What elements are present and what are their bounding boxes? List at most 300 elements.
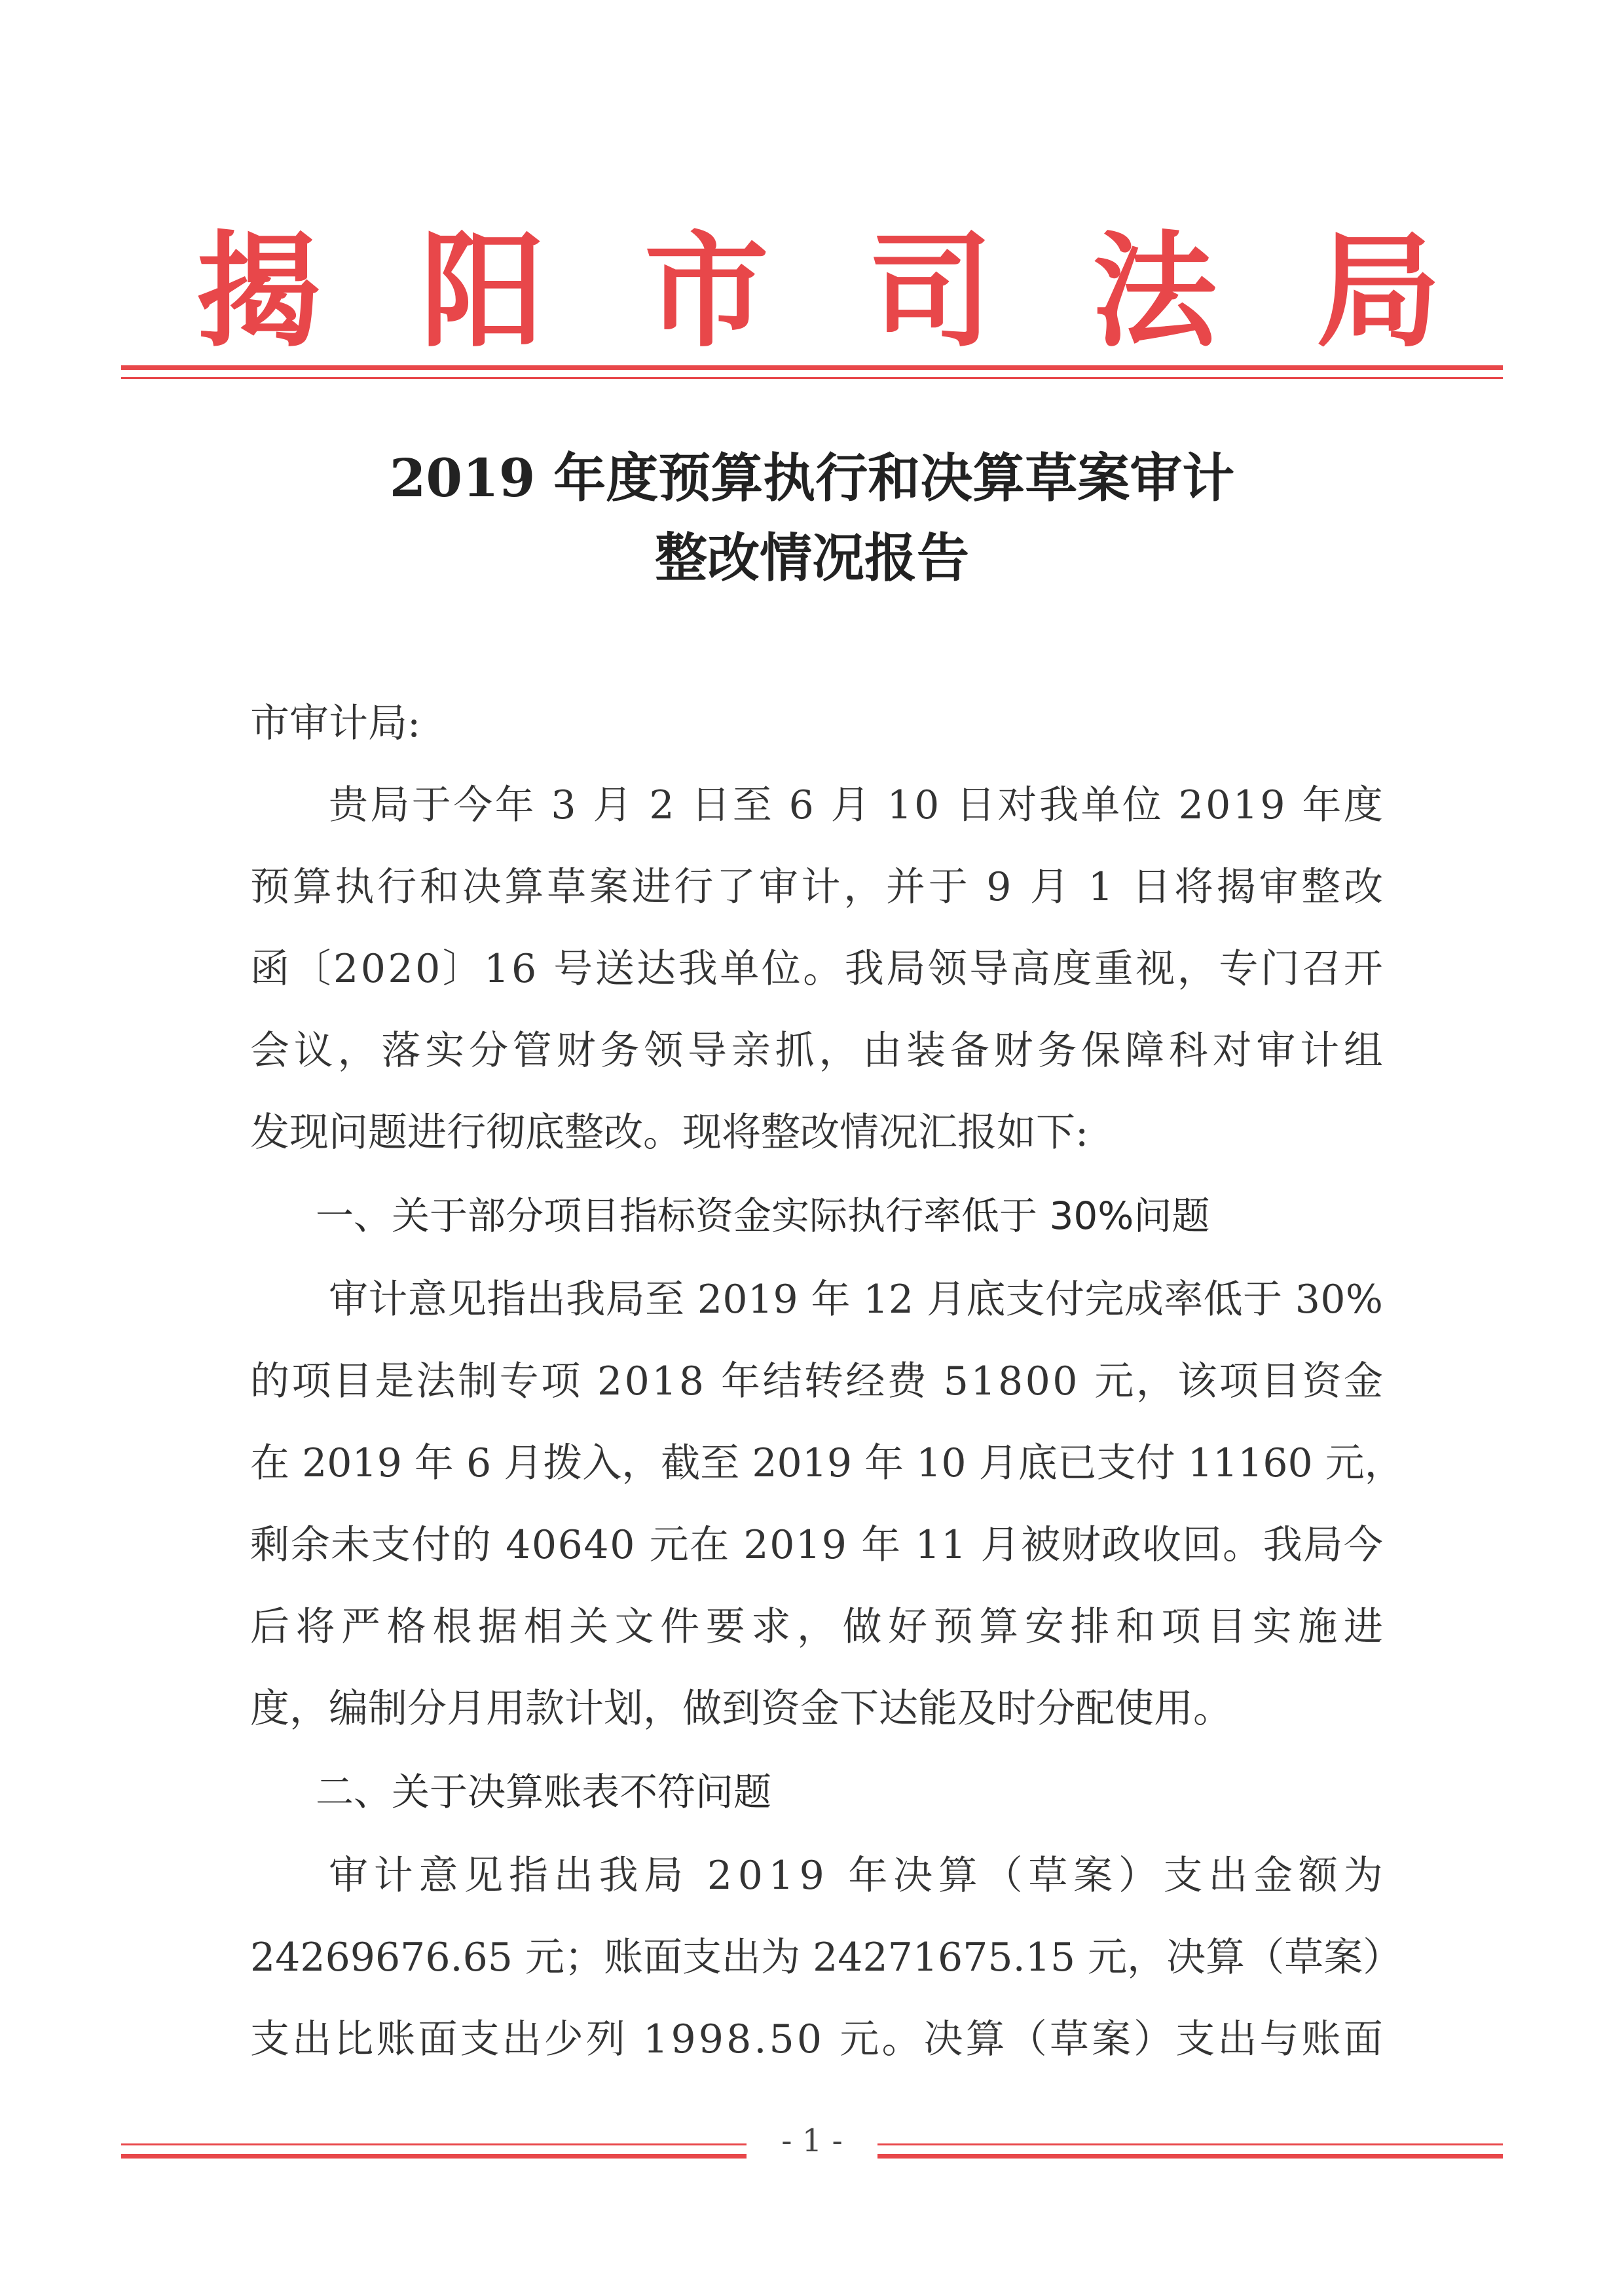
glyph: 案 xyxy=(1323,1935,1363,1980)
glyph: 预 xyxy=(250,864,289,910)
glyph: 草 xyxy=(1284,1935,1324,1980)
glyph: ） xyxy=(1363,1935,1403,1980)
glyph: 在 xyxy=(250,1440,289,1486)
glyph xyxy=(942,786,954,825)
glyph: 9 xyxy=(1260,782,1285,828)
glyph: 决 xyxy=(1166,1935,1206,1980)
glyph: 草 xyxy=(547,864,587,910)
glyph: ） xyxy=(1134,2016,1173,2062)
glyph: 被 xyxy=(1021,1522,1061,1568)
glyph xyxy=(970,867,983,907)
glyph: 计 xyxy=(1300,1028,1340,1074)
glyph: 意 xyxy=(407,1277,447,1322)
glyph: 项 xyxy=(1219,1358,1259,1404)
glyph: ， xyxy=(621,1440,661,1486)
glyph: 余 xyxy=(290,1522,330,1568)
glyph: 指 xyxy=(509,1853,548,1899)
glyph: 〕 xyxy=(442,946,482,992)
glyph: 行 xyxy=(377,864,417,910)
glyph: 和 xyxy=(1115,1604,1155,1650)
glyph: 预 xyxy=(933,1604,973,1650)
body-line xyxy=(329,782,1383,828)
glyph: 案 xyxy=(589,864,629,910)
glyph: 面 xyxy=(643,1935,683,1980)
glyph: 科 xyxy=(1168,1028,1208,1074)
glyph: 8 xyxy=(678,1358,705,1404)
body-line xyxy=(250,1028,1383,1074)
glyph: 组 xyxy=(1343,1028,1383,1074)
glyph: 年 xyxy=(864,1440,904,1486)
glyph: 算 xyxy=(504,864,544,910)
salutation: 市审计局: xyxy=(250,701,421,746)
glyph: 9 xyxy=(821,1522,847,1568)
glyph: 支 xyxy=(250,2016,289,2062)
glyph: 0 xyxy=(1025,1358,1050,1404)
glyph: 决 xyxy=(462,864,502,910)
glyph: 月 xyxy=(980,1522,1020,1568)
glyph: 相 xyxy=(523,1604,563,1650)
glyph: 法 xyxy=(416,1358,456,1404)
glyph: 务 xyxy=(600,1028,640,1074)
glyph: 由 xyxy=(862,1028,902,1074)
glyph: 今 xyxy=(1343,1522,1383,1568)
glyph: 账 xyxy=(376,2016,416,2062)
glyph xyxy=(636,1525,648,1565)
glyph: 议 xyxy=(293,1028,333,1074)
glyph: 未 xyxy=(331,1522,371,1568)
glyph: 账 xyxy=(1301,2016,1341,2062)
glyph: 算 xyxy=(1206,1935,1246,1980)
glyph: 元 xyxy=(1094,1358,1134,1404)
glyph: 审 xyxy=(1259,864,1299,910)
glyph xyxy=(539,949,551,989)
glyph: 项 xyxy=(1161,1604,1201,1650)
glyph: 2 xyxy=(697,1277,723,1322)
glyph: 目 xyxy=(333,1358,373,1404)
glyph: 9 xyxy=(986,864,1012,910)
glyph: 支 xyxy=(1096,1440,1136,1486)
glyph: 0 xyxy=(624,1358,650,1404)
glyph: 拨 xyxy=(543,1440,583,1486)
glyph xyxy=(851,1280,863,1319)
glyph: 2 xyxy=(1178,782,1204,828)
glyph: 意 xyxy=(418,1853,458,1899)
glyph: 2 xyxy=(743,1522,769,1568)
glyph: 6 xyxy=(425,1935,451,1980)
glyph: 8 xyxy=(726,2016,752,2062)
glyph: 截 xyxy=(661,1440,701,1486)
glyph: 0 xyxy=(769,1522,795,1568)
glyph: 已 xyxy=(1057,1440,1097,1486)
glyph: 0 xyxy=(1320,1277,1346,1322)
glyph: 开 xyxy=(1343,946,1383,992)
glyph: . xyxy=(450,1935,463,1980)
glyph: 低 xyxy=(1203,1277,1243,1322)
glyph: 专 xyxy=(499,1358,539,1404)
glyph: 资 xyxy=(1302,1358,1342,1404)
glyph: 5 xyxy=(769,2016,794,2062)
glyph xyxy=(1080,1362,1092,1401)
glyph: ； xyxy=(564,1935,604,1980)
glyph: 9 xyxy=(773,1277,798,1322)
glyph: 支 xyxy=(1175,2016,1215,2062)
glyph: 据 xyxy=(477,1604,517,1650)
glyph: 2 xyxy=(333,946,359,992)
glyph: 将 xyxy=(295,1604,335,1650)
glyph: 对 xyxy=(997,782,1037,828)
glyph: 金 xyxy=(1344,1358,1383,1404)
glyph: 4 xyxy=(583,1522,609,1568)
glyph xyxy=(1014,867,1027,907)
glyph: 案 xyxy=(1091,2016,1131,2062)
glyph: 号 xyxy=(553,946,593,992)
glyph: 3 xyxy=(551,782,576,828)
glyph: （ xyxy=(983,1853,1023,1899)
glyph: 领 xyxy=(644,1028,684,1074)
document-title-line-2: 整改情况报告 xyxy=(655,527,969,589)
glyph: 年 xyxy=(414,1440,454,1486)
glyph: . xyxy=(1012,1935,1025,1980)
glyph: 该 xyxy=(1177,1358,1217,1404)
glyph: 1 xyxy=(802,1440,827,1486)
glyph: 5 xyxy=(1050,1935,1076,1980)
glyph: 底 xyxy=(1018,1440,1058,1486)
glyph: 局 xyxy=(1303,1522,1343,1568)
letterhead-char: 法 xyxy=(1092,218,1217,364)
glyph: 财 xyxy=(1061,1522,1101,1568)
glyph: 审 xyxy=(758,864,798,910)
body-line xyxy=(250,864,1383,910)
glyph: 1 xyxy=(795,1522,821,1568)
glyph: 至 xyxy=(732,782,772,828)
glyph: 费 xyxy=(887,1358,927,1404)
glyph: 导 xyxy=(969,946,1009,992)
glyph: 抓 xyxy=(775,1028,815,1074)
glyph xyxy=(578,786,591,825)
glyph: 1 xyxy=(1232,782,1258,828)
glyph: 元 xyxy=(649,1522,689,1568)
glyph: 2 xyxy=(388,946,413,992)
glyph: 。 xyxy=(803,946,843,992)
glyph: 整 xyxy=(1301,864,1341,910)
glyph: 见 xyxy=(464,1853,504,1899)
glyph: 算 xyxy=(292,864,332,910)
glyph: 年 xyxy=(861,1522,901,1568)
glyph xyxy=(816,786,828,825)
glyph: 专 xyxy=(1219,946,1259,992)
glyph xyxy=(739,1444,752,1483)
glyph: 3 xyxy=(1295,1277,1320,1322)
glyph: 排 xyxy=(1070,1604,1110,1650)
glyph: 6 xyxy=(325,1935,350,1980)
glyph xyxy=(402,1444,415,1483)
glyph: 财 xyxy=(993,1028,1033,1074)
glyph: 日 xyxy=(956,782,996,828)
glyph: 出 xyxy=(526,1277,566,1322)
glyph: 元 xyxy=(1088,1935,1128,1980)
glyph: 月 xyxy=(1030,864,1070,910)
glyph: （ xyxy=(1007,2016,1047,2062)
glyph: 金 xyxy=(1253,1853,1293,1899)
glyph: 7 xyxy=(400,1935,426,1980)
glyph xyxy=(800,1938,813,1977)
glyph: 度 xyxy=(1343,782,1383,828)
glyph: 0 xyxy=(360,946,386,992)
glyph: 的 xyxy=(250,1358,289,1404)
glyph: 项 xyxy=(291,1358,331,1404)
glyph: 月 xyxy=(926,1277,966,1322)
header-rule-thick xyxy=(121,365,1503,370)
glyph xyxy=(454,1444,466,1483)
letterhead-char: 司 xyxy=(868,218,993,364)
section-1-line: 度，编制分月用款计划，做到资金下达能及时分配使用。 xyxy=(250,1686,1232,1732)
glyph: 财 xyxy=(556,1028,596,1074)
glyph: 成 xyxy=(1124,1277,1164,1322)
glyph: 装 xyxy=(906,1028,946,1074)
glyph: 4 xyxy=(506,1522,531,1568)
glyph: 目 xyxy=(1261,1358,1301,1404)
glyph: 0 xyxy=(327,1440,352,1486)
glyph: 计 xyxy=(801,864,841,910)
glyph: 支 xyxy=(460,2016,500,2062)
document-title-line-1: 2019 年度预算执行和决算草案审计 xyxy=(389,447,1235,509)
glyph: 后 xyxy=(250,1604,289,1650)
glyph: ， xyxy=(819,1028,858,1074)
glyph: 0 xyxy=(737,1853,763,1899)
glyph: 今 xyxy=(453,782,493,828)
glyph: 元 xyxy=(840,2016,879,2062)
glyph: 出 xyxy=(722,1935,762,1980)
glyph: 我 xyxy=(1263,1522,1302,1568)
section-2-line xyxy=(250,1935,1403,1980)
glyph: 5 xyxy=(987,1935,1013,1980)
glyph: 出 xyxy=(1217,2016,1257,2062)
glyph: 和 xyxy=(419,864,459,910)
glyph: 制 xyxy=(458,1358,498,1404)
letterhead-char: 阳 xyxy=(420,218,545,364)
glyph: 列 xyxy=(585,2016,625,2062)
glyph: 保 xyxy=(1081,1028,1121,1074)
glyph xyxy=(774,786,786,825)
glyph: 6 xyxy=(788,782,814,828)
glyph: 1 xyxy=(1025,1935,1050,1980)
glyph: 率 xyxy=(1164,1277,1204,1322)
glyph: 管 xyxy=(512,1028,552,1074)
glyph: 求 xyxy=(751,1604,791,1650)
glyph: 见 xyxy=(447,1277,487,1322)
glyph: 我 xyxy=(599,1853,638,1899)
glyph xyxy=(913,1280,926,1319)
glyph: ， xyxy=(1177,946,1217,992)
glyph: 0 xyxy=(914,782,940,828)
glyph: 1 xyxy=(941,1522,967,1568)
glyph: 0 xyxy=(777,1440,802,1486)
glyph xyxy=(635,786,647,825)
glyph: 导 xyxy=(687,1028,727,1074)
glyph: 月 xyxy=(978,1440,1018,1486)
glyph: 度 xyxy=(1052,946,1092,992)
glyph: 6 xyxy=(557,1522,583,1568)
glyph: 1 xyxy=(768,1853,794,1899)
glyph: 年 xyxy=(1302,782,1342,828)
glyph: 出 xyxy=(292,2016,332,2062)
glyph xyxy=(676,786,689,825)
glyph: 决 xyxy=(923,2016,963,2062)
glyph: 重 xyxy=(1094,946,1134,992)
glyph: 2 xyxy=(250,1935,276,1980)
glyph: 项 xyxy=(541,1358,581,1404)
glyph: 1 xyxy=(863,1277,889,1322)
glyph: 2 xyxy=(649,782,674,828)
glyph: 年 xyxy=(811,1277,851,1322)
letterhead xyxy=(196,218,1441,364)
glyph: ， xyxy=(337,1028,377,1074)
glyph: % xyxy=(1345,1277,1383,1322)
glyph: 付 xyxy=(1045,1277,1085,1322)
glyph: 算 xyxy=(965,2016,1005,2062)
glyph: 我 xyxy=(1039,782,1079,828)
glyph: 备 xyxy=(950,1028,989,1074)
glyph: 4 xyxy=(838,1935,863,1980)
glyph: 。 xyxy=(881,2016,921,2062)
glyph: 件 xyxy=(660,1604,700,1650)
glyph: 8 xyxy=(997,1358,1024,1404)
glyph: 的 xyxy=(451,1522,491,1568)
glyph: 局 xyxy=(370,782,410,828)
glyph: 行 xyxy=(674,864,714,910)
glyph: 收 xyxy=(1141,1522,1181,1568)
glyph: 函 xyxy=(250,946,289,992)
glyph: 6 xyxy=(1263,1440,1288,1486)
glyph: 计 xyxy=(368,1277,408,1322)
glyph: 送 xyxy=(595,946,635,992)
glyph: 审 xyxy=(1256,1028,1296,1074)
glyph: 于 xyxy=(411,782,451,828)
glyph: 1 xyxy=(484,946,509,992)
glyph: 2 xyxy=(707,1853,733,1899)
glyph: 2 xyxy=(888,1277,914,1322)
glyph: 1 xyxy=(1212,1440,1238,1486)
glyph: 额 xyxy=(1298,1853,1338,1899)
glyph: ， xyxy=(843,864,883,910)
letterhead-char: 市 xyxy=(644,218,769,364)
section-1-line xyxy=(250,1440,1404,1486)
glyph: 分 xyxy=(468,1028,508,1074)
glyph: 9 xyxy=(671,2016,696,2062)
glyph: 贵 xyxy=(329,782,368,828)
glyph: 账 xyxy=(604,1935,644,1980)
glyph: 达 xyxy=(637,946,676,992)
glyph: 进 xyxy=(1343,1604,1383,1650)
glyph: 审 xyxy=(329,1853,368,1899)
glyph: 召 xyxy=(1302,946,1342,992)
glyph xyxy=(1287,786,1300,825)
glyph xyxy=(1164,786,1176,825)
glyph: 1 xyxy=(747,1277,773,1322)
glyph xyxy=(707,1362,719,1401)
glyph: 1 xyxy=(1187,1440,1213,1486)
glyph: 并 xyxy=(886,864,926,910)
glyph: 文 xyxy=(614,1604,654,1650)
glyph: 2 xyxy=(752,1440,777,1486)
glyph: 月 xyxy=(593,782,633,828)
glyph: 支 xyxy=(682,1935,722,1980)
glyph xyxy=(1313,1444,1325,1483)
glyph: 6 xyxy=(938,1935,963,1980)
glyph: 我 xyxy=(678,946,718,992)
glyph: 0 xyxy=(531,1522,557,1568)
glyph: 是 xyxy=(375,1358,415,1404)
body-line: 发现问题进行彻底整改。现将整改情况汇报如下: xyxy=(250,1110,1089,1156)
glyph: 严 xyxy=(341,1604,381,1650)
glyph: 月 xyxy=(830,782,870,828)
glyph: 7 xyxy=(963,1935,988,1980)
glyph: 6 xyxy=(511,946,537,992)
glyph: （ xyxy=(1245,1935,1285,1980)
glyph: 实 xyxy=(1252,1604,1292,1650)
section-2-line xyxy=(250,2016,1383,2062)
glyph xyxy=(967,1444,979,1483)
glyph: 月 xyxy=(504,1440,544,1486)
section-1-line xyxy=(250,1522,1383,1568)
glyph: 落 xyxy=(381,1028,421,1074)
glyph: 2 xyxy=(862,1935,888,1980)
glyph: 1 xyxy=(1088,864,1113,910)
glyph: 我 xyxy=(844,946,884,992)
glyph: 位 xyxy=(761,946,801,992)
glyph: 2 xyxy=(300,1935,325,1980)
letterhead-char: 揭 xyxy=(196,218,322,364)
glyph: ， xyxy=(1364,1440,1404,1486)
glyph: 位 xyxy=(1122,782,1162,828)
glyph: 视 xyxy=(1135,946,1175,992)
body-line xyxy=(250,946,1383,992)
glyph: 剩 xyxy=(250,1522,289,1568)
glyph: 少 xyxy=(544,2016,583,2062)
glyph: 1 xyxy=(970,1358,996,1404)
glyph: 2 xyxy=(813,1935,838,1980)
glyph: 单 xyxy=(720,946,760,992)
glyph: 0 xyxy=(610,1522,635,1568)
glyph xyxy=(628,2020,640,2059)
glyph: 面 xyxy=(1343,2016,1383,2062)
glyph: 关 xyxy=(569,1604,609,1650)
glyph: 为 xyxy=(1343,1853,1383,1899)
glyph: 支 xyxy=(371,1522,411,1568)
glyph: 单 xyxy=(1080,782,1120,828)
glyph: 为 xyxy=(761,1935,801,1980)
glyph: 转 xyxy=(803,1358,843,1404)
glyph: 0 xyxy=(796,2016,822,2062)
glyph: 至 xyxy=(645,1277,684,1322)
glyph: 2 xyxy=(302,1440,327,1486)
glyph: 9 xyxy=(350,1935,375,1980)
glyph: 9 xyxy=(377,1440,402,1486)
glyph: 年 xyxy=(494,782,534,828)
glyph: 5 xyxy=(943,1358,969,1404)
glyph: 1 xyxy=(912,1935,938,1980)
glyph xyxy=(689,1856,701,1895)
glyph xyxy=(513,1938,525,1977)
glyph: 元 xyxy=(1325,1440,1365,1486)
glyph: 了 xyxy=(716,864,756,910)
glyph: 0 xyxy=(1206,782,1231,828)
glyph: 局 xyxy=(644,1853,684,1899)
glyph xyxy=(847,1525,860,1565)
glyph: 安 xyxy=(1024,1604,1064,1650)
glyph: 领 xyxy=(927,946,967,992)
section-2-line xyxy=(329,1853,1383,1899)
